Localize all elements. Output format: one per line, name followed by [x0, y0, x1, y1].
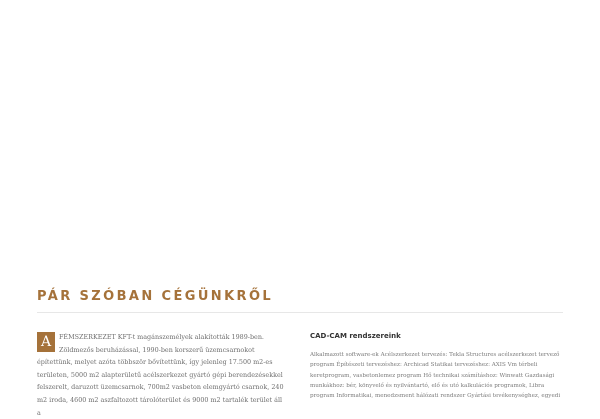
- cad-cam-block: [310, 331, 564, 401]
- dropcap-letter: A: [37, 332, 55, 352]
- section-divider: [37, 312, 563, 313]
- cad-cam-title: CAD-CAM rendszereink: [310, 332, 401, 340]
- about-company-text-block: [37, 331, 285, 419]
- section-title: PÁR SZÓBAN CÉGÜNKRŐL: [37, 289, 274, 304]
- about-company-paragraph: FÉMSZERKEZET KFT-t magánszemélyek alakították 1989-ben. Zöldmezős beruházással, 1990-ben korszerű üzemcsarnokot építettünk, melyet azóta többször bővítettünk, így jelenleg 17.500 m2-es területen, 5000 m2 alapterületű acélszerkezet gyártó gépi berendezésekkel felszerelt, daruzott üzemcsarnok, 700m2 vasbeton elemgyártó csarnok, 240 m2 iroda, 4600 m2 aszfaltozott tárolóterület és 9000 m2 tartalék terület áll a: [37, 333, 284, 417]
- cad-cam-paragraph: Alkalmazott software-ek Acélszerkezet tervezés: Tekla Structures acélszerkezet tervező program Építészeti tervezéshez: Archicad Statikai tervezéshez: AXIS Vm térbeli keretprogram, vasbetonlemez program Hő technikai számításhoz: Winwatt Gazdasági munkákhoz: bér, könyvelő és nyilvántartó, elő és utó kalkulációs programok, Libra program Informatikai, menedzsment hálózati rendszer Gyártási tevékenységhez, egyedi: [310, 352, 561, 400]
